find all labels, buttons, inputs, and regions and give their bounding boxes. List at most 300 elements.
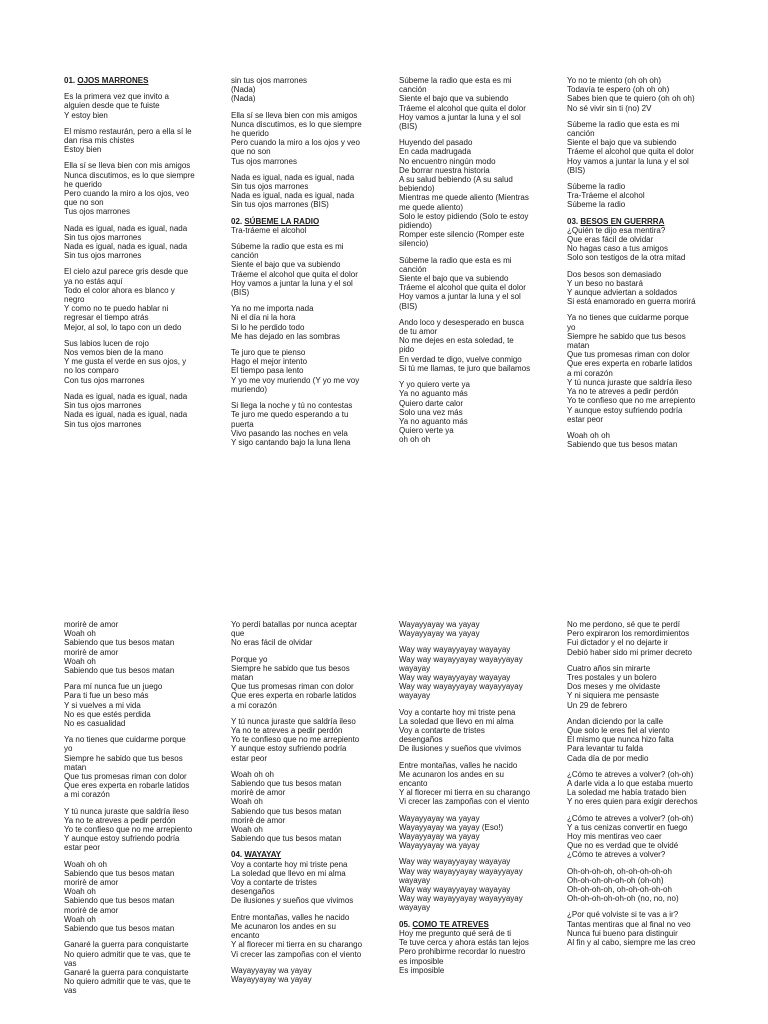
lyric-line: Woah oh (64, 656, 96, 666)
lyric-line: estar peor (567, 414, 604, 424)
lyric-line: La soledad me había tratado bien (567, 788, 687, 798)
song-number: 04. (231, 850, 245, 860)
lyric-line: Nada es igual, nada es igual, nada (231, 191, 355, 201)
lyric-stanza (231, 76, 379, 104)
lyric-line: canción (567, 129, 595, 139)
lyric-line: Porque yo (231, 654, 268, 664)
lyric-line: Pero cuando la miro a los ojos, veo (64, 189, 189, 199)
lyric-line: me quede aliento) (399, 202, 464, 212)
lyric-stanza (64, 620, 212, 675)
lyric-line: Si llega la noche y tú no contestas (231, 401, 353, 411)
lyrics-column-top-2 (231, 76, 379, 454)
lyric-line: Voy a contarte de tristes (399, 726, 485, 736)
lyric-stanza (567, 76, 715, 113)
lyric-line: Siempre he sabido que tus besos (567, 331, 686, 341)
lyric-line: Solo una vez más (399, 407, 463, 417)
lyric-line: morirè de amor (231, 788, 286, 798)
lyric-stanza (231, 860, 379, 906)
lyric-line: (BIS) (399, 301, 418, 311)
lyric-line: Y a tus cenizas convertir en fuego (567, 822, 688, 832)
lyric-line: Wayayyayay wa yayay (399, 620, 480, 629)
lyric-line: Hoy me pregunto qué será de ti (399, 928, 512, 938)
song-title (231, 850, 379, 859)
lyric-line: ya no estás aquí (64, 276, 123, 286)
lyric-stanza (231, 770, 379, 844)
lyric-line: Way way wayayyayay wayayyayay (399, 866, 523, 876)
lyric-line: No sé vivir sin ti (no) 2V (567, 103, 652, 113)
song-title-text: OJOS MARRONES (77, 76, 149, 85)
lyric-line: Sin tus ojos marrones (231, 182, 309, 192)
lyric-line: Mientras me quede aliento (Mientras (399, 193, 529, 203)
lyric-stanza (567, 620, 715, 657)
lyric-line: vas (64, 986, 77, 996)
lyric-line: dan risa mis chistes (64, 136, 135, 146)
lyric-line: Voy a contarte hoy mi triste pena (231, 859, 348, 869)
song-title (64, 76, 212, 85)
lyric-stanza (399, 814, 547, 851)
lyric-line: canción (399, 85, 427, 95)
lyric-stanza (567, 664, 715, 710)
lyric-line: Way way wayayyayay wayayyayay (399, 894, 523, 904)
lyric-line: a mi corazón (64, 790, 110, 800)
lyric-line: muriendo) (231, 384, 268, 394)
lyric-line: desengaños (231, 887, 275, 897)
lyric-line: ¿Por qué volviste si te vas a ir? (567, 910, 679, 920)
song-title-text: WAYAYAY (244, 850, 282, 860)
song-number: 03. (567, 216, 581, 226)
lyric-line: Debió haber sido mi primer decreto (567, 647, 692, 657)
lyric-line: ¿Cómo te atreves a volver? (oh-oh) (567, 769, 694, 779)
lyric-line: morirè de amor (231, 815, 286, 825)
lyric-line: Me acunaron los andes en su (231, 921, 336, 931)
lyric-line: Y yo quiero verte ya (399, 380, 471, 390)
lyric-line: Tráeme el alcohol que quita el dolor (567, 147, 694, 157)
lyric-line: Y aunque estoy sufriendo podría (567, 405, 683, 415)
lyric-stanza (567, 431, 715, 449)
lyric-line: Hoy vamos a juntar la luna y el sol (567, 156, 689, 166)
lyric-stanza (399, 138, 547, 248)
lyric-line: alguien desde que te fuiste (64, 101, 160, 111)
lyric-line: Cada día de por medio (567, 753, 649, 763)
lyric-line: No es que estés perdida (64, 709, 151, 719)
lyric-line: Solo son testigos de la otra mitad (567, 253, 686, 263)
lyric-line: a mi corazón (567, 368, 613, 378)
lyric-stanza (399, 380, 547, 444)
lyric-line: Sin tus ojos marrones (64, 251, 142, 261)
lyric-line: Súbeme la radio que esta es mi (231, 242, 344, 252)
lyric-line: Y si vuelves a mi vida (64, 700, 141, 710)
lyric-line: Entre montañas, valles he nacido (399, 760, 518, 770)
lyric-line: Si está enamorado en guerra morirá (567, 297, 696, 307)
lyric-line: Pero prohibirme recordar lo nuestro (399, 947, 526, 957)
lyric-line: Nada es igual, nada es igual, nada (64, 223, 188, 233)
lyric-line: encanto (399, 779, 428, 789)
lyric-stanza (231, 620, 379, 648)
lyric-line: No es casualidad (64, 719, 126, 729)
lyric-line: Woah oh oh (231, 769, 274, 779)
lyric-line: morirè de amor (64, 620, 119, 629)
lyric-line: Y yo me voy muriendo (Y yo me voy (231, 375, 360, 385)
lyric-line: canción (399, 264, 427, 274)
lyric-line: Quiero darte calor (399, 398, 464, 408)
lyric-line: El tiempo pasa lento (231, 366, 304, 376)
lyric-line: wayayay (399, 875, 431, 885)
lyric-line: morirè de amor (64, 878, 119, 888)
lyric-stanza (231, 304, 379, 341)
lyric-line: Sabiendo que tus besos matan (231, 834, 342, 844)
lyric-line: Y tú nunca juraste que saldría ileso (231, 716, 356, 726)
lyric-line: No encuentro ningún modo (399, 156, 496, 166)
lyric-line: Tra-tráeme el alcohol (231, 225, 307, 235)
lyric-line: Sabiendo que tus besos matan (64, 666, 175, 676)
lyric-stanza (231, 717, 379, 763)
lyric-line: Ya no aguanto más (399, 416, 468, 426)
lyric-line: a mi corazón (231, 700, 277, 710)
lyric-line: Sabes bien que te quiero (oh oh oh) (567, 94, 695, 104)
lyric-line: No quiero admitir que te vas, que te (64, 977, 191, 987)
lyric-line: Oh-oh-oh-oh, oh-oh-oh-oh-oh (567, 885, 672, 895)
lyric-line: Siente el bajo que va subiendo (231, 260, 341, 270)
lyric-stanza (399, 318, 547, 373)
lyric-line: Nos vemos bien de la mano (64, 348, 164, 358)
lyric-stanza (231, 655, 379, 710)
lyric-line: (Nada) (231, 85, 256, 95)
lyric-stanza (399, 708, 547, 754)
song-title-text: BESOS EN GUERRRA (580, 216, 665, 226)
lyric-line: Ando loco y desesperado en busca (399, 317, 524, 327)
lyric-line: Wayayyayay wa yayay (399, 832, 480, 842)
lyric-line: De ilusiones y sueños que vivimos (399, 744, 522, 754)
lyric-line: he querido (231, 129, 269, 139)
lyric-line: Fui dictador y el no dejarte ir (567, 638, 668, 648)
lyric-line: Ella sí se lleva bien con mis amigos (64, 161, 191, 171)
lyric-line: canción (231, 251, 259, 261)
lyric-line: que (231, 629, 245, 639)
song-number: 01. (64, 76, 78, 85)
lyric-line: es imposible (399, 956, 444, 966)
lyric-line: Súbeme la radio que esta es mi (399, 255, 512, 265)
lyric-line: Todavía te espero (oh oh oh) (567, 85, 670, 95)
song-title (231, 217, 379, 226)
lyric-line: De borrar nuestra historia (399, 165, 490, 175)
lyric-stanza (567, 313, 715, 423)
lyric-line: Nada es igual, nada es igual, nada (64, 410, 188, 420)
lyric-line: Woah oh (64, 887, 96, 897)
lyric-line: Yo te confieso que no me arrepiento (231, 735, 360, 745)
lyric-stanza (399, 620, 547, 638)
lyric-line: Cuatro años sin mirarte (567, 663, 651, 673)
lyric-line: Tráeme el alcohol que quita el dolor (399, 103, 526, 113)
lyric-stanza (567, 270, 715, 307)
lyric-line: Todo el color ahora es blanco y (64, 285, 175, 295)
lyric-line: Súbeme la radio que esta es mi (567, 119, 680, 129)
lyric-line: Que eras fácil de olvidar (567, 235, 654, 245)
lyric-line: Siente el bajo que va subiendo (399, 274, 509, 284)
lyric-line: Y aunque estoy sufriendo podría (64, 834, 180, 844)
lyric-stanza (567, 717, 715, 763)
lyric-stanza (567, 226, 715, 263)
lyric-line: Woah oh oh (64, 859, 107, 869)
lyric-line: Andan diciendo por la calle (567, 716, 664, 726)
lyric-line: Romper este silencio (Romper este (399, 230, 525, 240)
lyric-stanza (64, 807, 212, 853)
lyric-line: La soledad que llevo en mi alma (399, 716, 514, 726)
lyric-line: El mismo restaurán, pero a ella sí le (64, 126, 192, 136)
lyric-stanza (64, 682, 212, 728)
lyric-line: ¿Quién te dijo esa mentira? (567, 225, 666, 235)
lyric-line: Yo no te miento (oh oh oh) (567, 76, 661, 85)
lyric-line: Y tú nunca juraste que saldría ileso (64, 806, 189, 816)
lyric-line: Woah oh (231, 825, 263, 835)
lyric-line: A su salud bebiendo (A su salud (399, 175, 513, 185)
lyric-line: Pero expiraron los remordimientos (567, 629, 690, 639)
lyric-line: Si lo he perdido todo (231, 322, 305, 332)
lyric-line: Tráeme el alcohol que quita el dolor (231, 269, 358, 279)
lyric-line: Mejor, al sol, lo tapo con un dedo (64, 322, 182, 332)
lyric-line: de tu amor (399, 327, 438, 337)
lyric-line: Hago el mejor intento (231, 357, 308, 367)
lyric-stanza (567, 182, 715, 210)
lyric-line: ¿Cómo te atreves a volver? (oh-oh) (567, 813, 694, 823)
song-number: 02. (231, 216, 245, 226)
lyric-line: Súbeme la radio (567, 200, 626, 210)
lyric-line: estar peor (231, 753, 268, 763)
lyric-line: Y aunque adviertan a soldados (567, 288, 678, 298)
lyric-line: no los comparo (64, 366, 119, 376)
lyric-line: morirè de amor (64, 905, 119, 915)
lyric-line: No hagas caso a tus amigos (567, 244, 668, 254)
lyric-line: Y tú nunca juraste que saldría ileso (567, 377, 692, 387)
lyric-line: El mismo que nunca hizo falta (567, 735, 674, 745)
lyrics-column-bottom-3 (399, 620, 547, 982)
lyric-line: matan (231, 673, 254, 683)
lyric-line: Estoy bien (64, 145, 102, 155)
lyric-line: Ya no te atreves a pedir perdón (64, 815, 176, 825)
lyric-stanza (231, 173, 379, 210)
lyric-line: matan (64, 762, 87, 772)
lyric-line: Oh-oh-oh-oh-oh-oh (no, no, no) (567, 894, 679, 904)
lyric-line: Ya no tienes que cuidarme porque (64, 735, 186, 745)
lyric-line: Y al florecer mi tierra en su charango (399, 788, 531, 798)
lyric-line: bebiendo) (399, 184, 435, 194)
lyric-line: estar peor (64, 843, 101, 853)
lyric-line: Sabiendo que tus besos matan (64, 896, 175, 906)
lyric-line: Hoy mis mentiras veo caer (567, 832, 662, 842)
lyric-line: Way way wayayyayay wayayyayay (399, 654, 523, 664)
lyric-stanza (231, 966, 379, 984)
lyric-line: Y estoy bien (64, 110, 108, 120)
lyric-line: Que tus promesas riman con dolor (64, 772, 187, 782)
lyric-stanza (567, 867, 715, 904)
song-title-text: SÚBEME LA RADIO (244, 216, 320, 226)
lyric-line: Nunca discutimos, es lo que siempre (231, 119, 362, 129)
lyric-line: Que eres experta en robarle latidos (231, 691, 357, 701)
lyric-line: yo (567, 322, 576, 332)
lyrics-column-bottom-2 (231, 620, 379, 991)
lyric-line: Wayayyayay wa yayay (Eso!) (399, 822, 504, 832)
lyric-line: Vi crecer las zampoñas con el viento (231, 949, 362, 959)
lyric-line: (BIS) (399, 122, 418, 132)
lyric-line: Que no es verdad que te olvidé (567, 841, 679, 851)
lyric-stanza (399, 76, 547, 131)
lyric-line: Wayayyayay wa yayay (399, 813, 480, 823)
lyric-line: Sabiendo que tus besos matan (231, 806, 342, 816)
lyric-stanza (64, 339, 212, 385)
lyric-line: Yo te confieso que no me arrepiento (64, 825, 193, 835)
lyrics-column-top-1 (64, 76, 212, 436)
lyric-line: Para mí nunca fue un juego (64, 682, 163, 692)
lyric-line: Hoy vamos a juntar la luna y el sol (399, 292, 521, 302)
lyric-line: Con tus ojos marrones (64, 375, 145, 385)
song-title-text: COMO TE ATREVES (412, 919, 489, 929)
lyric-line: Tus ojos marrones (231, 156, 297, 166)
lyric-line: Que eres experta en robarle latidos (567, 359, 693, 369)
lyric-stanza (399, 645, 547, 700)
lyric-line: Voy a contarte de tristes (231, 878, 317, 888)
lyric-line: Que solo le eres fiel al viento (567, 726, 670, 736)
lyric-line: yo (64, 744, 73, 754)
lyric-stanza (567, 120, 715, 175)
lyric-line: Sabiendo que tus besos matan (64, 638, 175, 648)
lyric-line: Tantas mentiras que al final no veo (567, 919, 691, 929)
lyric-line: La soledad que llevo en mi alma (231, 868, 346, 878)
lyric-line: En cada madrugada (399, 147, 472, 157)
lyric-line: Way way wayayyayay wayayyayay (399, 682, 523, 692)
lyrics-column-bottom-1 (64, 620, 212, 1003)
lyric-line: he querido (64, 179, 102, 189)
lyric-line: encanto (231, 931, 260, 941)
lyric-line: Sabiendo que tus besos matan (231, 779, 342, 789)
lyric-line: Vi crecer las zampoñas con el viento (399, 797, 530, 807)
lyric-line: puerta (231, 419, 254, 429)
lyric-line: Siente el bajo que va subiendo (567, 138, 677, 148)
lyric-stanza (399, 929, 547, 975)
lyric-line: Nada es igual, nada es igual, nada (64, 242, 188, 252)
lyric-line: En verdad te digo, vuelve conmigo (399, 354, 522, 364)
lyric-line: Ni el día ni la hora (231, 313, 296, 323)
lyric-line: (BIS) (231, 288, 250, 298)
lyrics-column-bottom-4 (567, 620, 715, 954)
lyric-line: Si tú me llamas, te juro que bailamos (399, 363, 531, 373)
lyric-line: que no son (231, 147, 271, 157)
lyric-stanza (64, 940, 212, 995)
lyric-line: wayayay (399, 903, 431, 913)
lyric-line: Voy a contarte hoy mi triste pena (399, 707, 516, 717)
lyric-line: Un 29 de febrero (567, 700, 628, 710)
lyric-line: Yo perdí batallas por nunca aceptar (231, 620, 358, 629)
lyric-line: Woah oh (231, 797, 263, 807)
lyric-line: Y ni siquiera me pensaste (567, 691, 659, 701)
lyric-line: Dos meses y me olvidaste (567, 682, 661, 692)
lyric-line: desengaños (399, 735, 443, 745)
lyric-line: wayayay (399, 691, 431, 701)
lyric-stanza (399, 857, 547, 912)
lyric-line: (BIS) (567, 165, 586, 175)
lyric-stanza (64, 224, 212, 261)
lyric-line: Oh-oh-oh-oh-oh-oh (oh-oh) (567, 875, 664, 885)
lyric-line: Que tus promesas riman con dolor (567, 350, 690, 360)
lyric-line: Nada es igual, nada es igual, nada (64, 391, 188, 401)
lyric-line: Way way wayayyayay wayayay (399, 885, 511, 895)
lyric-line: Sabiendo que tus besos matan (64, 868, 175, 878)
lyric-line: Vivo pasando las noches en vela (231, 428, 348, 438)
lyric-line: Tra-Tráeme el alcohol (567, 191, 645, 201)
lyric-line: Siente el bajo que va subiendo (399, 94, 509, 104)
lyric-stanza (64, 161, 212, 216)
lyric-line: Siempre he sabido que tus besos (231, 663, 350, 673)
lyric-line: Woah oh (64, 914, 96, 924)
lyric-line: El cielo azul parece gris desde que (64, 267, 189, 277)
lyric-line: Tres postales y un bolero (567, 673, 657, 683)
lyric-line: Y me gusta el verde en sus ojos, y (64, 357, 187, 367)
lyric-line: oh oh oh (399, 435, 431, 445)
lyric-line: Y aunque estoy sufriendo podría (231, 744, 347, 754)
lyric-line: No quiero admitir que te vas, que te (64, 949, 191, 959)
lyric-line: Woah oh oh (567, 430, 610, 440)
lyric-line: Ganaré la guerra para conquistarte (64, 940, 189, 950)
lyric-line: Wayayyayay wa yayay (231, 974, 312, 984)
lyric-line: Way way wayayyayay wayayay (399, 673, 511, 683)
lyric-line: Te tuve cerca y ahora estás tan lejos (399, 938, 529, 948)
lyric-stanza (64, 735, 212, 799)
lyric-line: silencio) (399, 239, 429, 249)
lyric-line: Súbeme la radio (567, 182, 626, 192)
song-number: 05. (399, 919, 413, 929)
lyric-stanza (231, 226, 379, 235)
lyric-line: Hoy vamos a juntar la luna y el sol (231, 278, 353, 288)
lyric-line: Way way wayayyayay wayayay (399, 857, 511, 867)
lyric-line: Sin tus ojos marrones (64, 419, 142, 429)
lyric-line: Ya no me importa nada (231, 304, 314, 314)
lyric-line: Sabiendo que tus besos matan (64, 924, 175, 934)
lyric-line: Y no eres quien para exigir derechos (567, 797, 698, 807)
lyric-line: Ya no tienes que cuidarme porque (567, 313, 689, 323)
lyric-line: No me dejes en esta soledad, te (399, 336, 514, 346)
lyric-line: Yo te confieso que no me arrepiento (567, 396, 696, 406)
lyric-line: (Nada) (231, 94, 256, 104)
lyric-line: Al fin y al cabo, siempre me las creo (567, 938, 696, 948)
lyric-line: Para levantar tu falda (567, 744, 644, 754)
lyric-line: Way way wayayyayay wayayay (399, 645, 511, 655)
lyric-line: Pero cuando la miro a los ojos y veo (231, 138, 360, 148)
lyric-line: Tráeme el alcohol que quita el dolor (399, 283, 526, 293)
lyric-line: matan (567, 341, 590, 351)
lyric-line: Que tus promesas riman con dolor (231, 682, 354, 692)
lyric-line: Es la primera vez que invito a (64, 92, 169, 102)
lyric-stanza (64, 127, 212, 155)
lyric-line: sin tus ojos marrones (231, 76, 308, 85)
lyric-line: ¿Cómo te atreves a volver? (567, 850, 666, 860)
lyric-line: Para ti fue un beso más (64, 691, 149, 701)
lyric-line: Es imposible (399, 965, 445, 975)
lyric-line: Dos besos son demasiado (567, 269, 662, 279)
lyric-line: Wayayyayay wa yayay (399, 841, 480, 851)
lyric-stanza (231, 913, 379, 959)
lyric-line: No eras fácil de olvidar (231, 638, 313, 648)
lyric-line: Ganaré la guerra para conquistarte (64, 967, 189, 977)
lyric-stanza (399, 761, 547, 807)
lyrics-column-top-3 (399, 76, 547, 452)
lyric-line: Nunca discutimos, es lo que siempre (64, 170, 195, 180)
lyric-line: Y un beso no bastará (567, 278, 643, 288)
lyric-line: Y al florecer mi tierra en su charango (231, 940, 363, 950)
lyric-line: Te juro me quedo esperando a tu (231, 410, 349, 420)
lyric-stanza (231, 348, 379, 394)
lyric-line: Sabiendo que tus besos matan (567, 440, 678, 450)
lyric-line: Nada es igual, nada es igual, nada (231, 172, 355, 182)
lyric-stanza (64, 392, 212, 429)
lyric-line: Sin tus ojos marrones (64, 232, 142, 242)
